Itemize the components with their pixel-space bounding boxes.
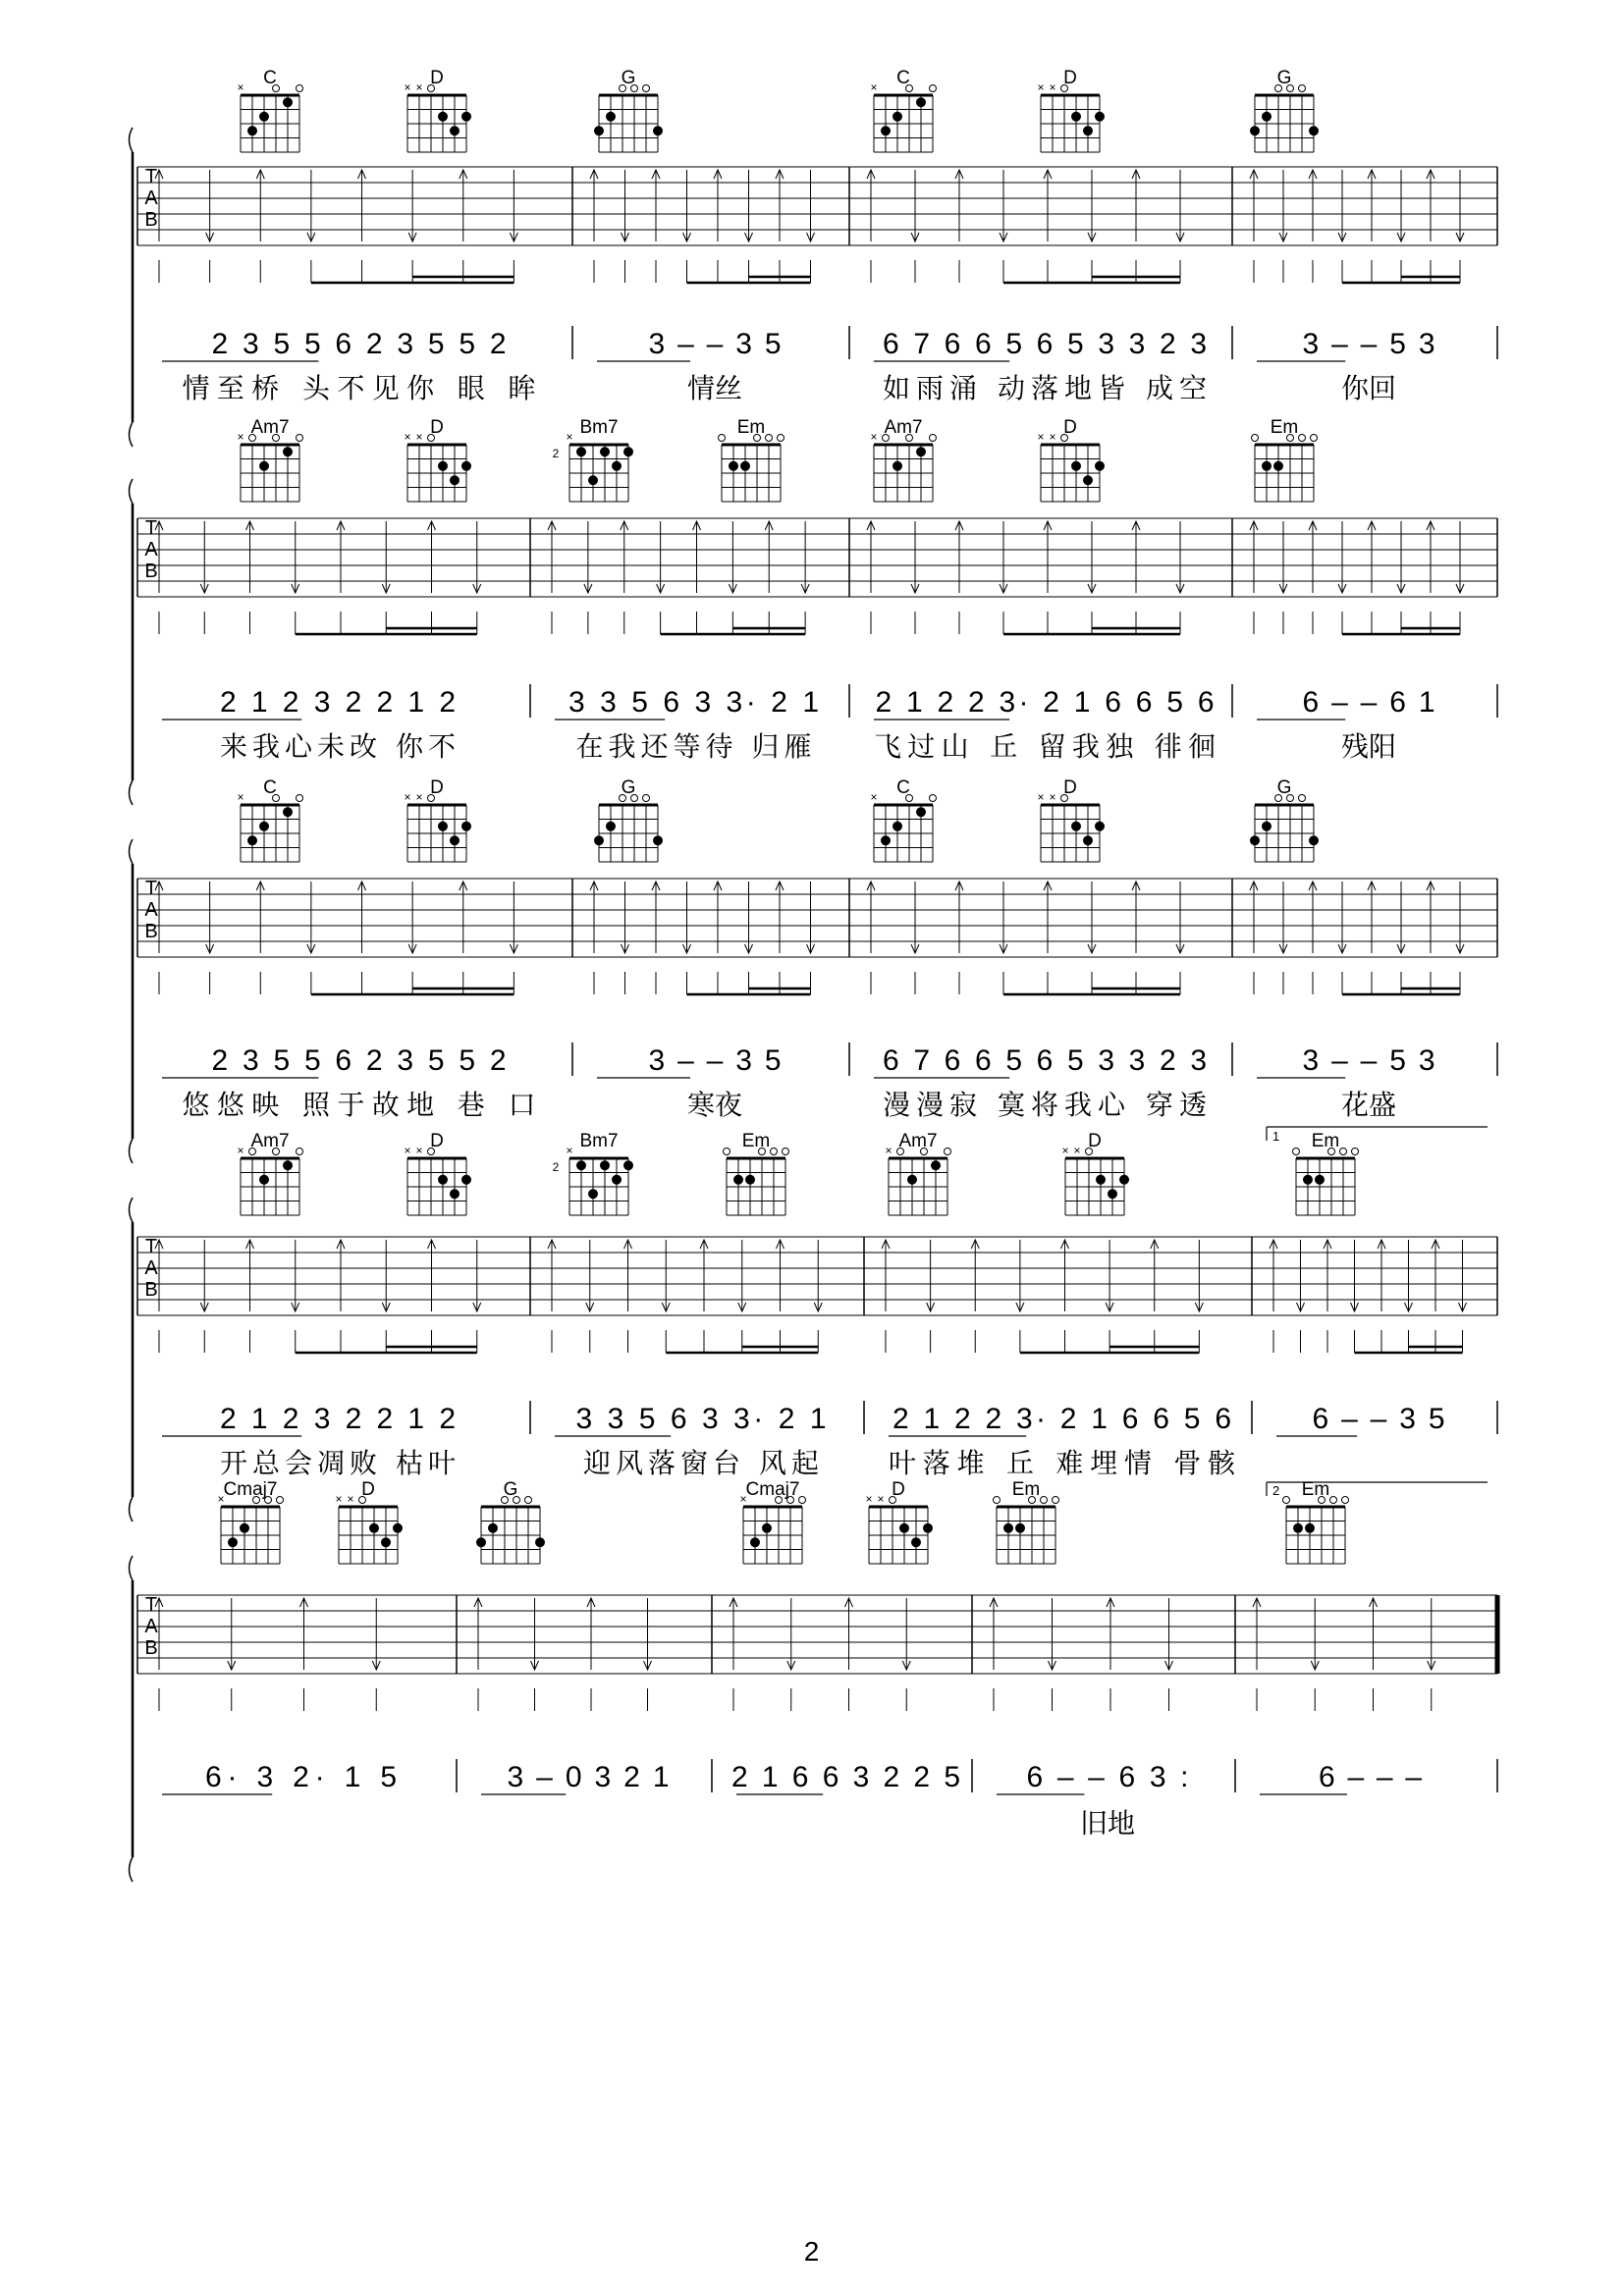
- tab-clef-letter: T: [144, 1236, 158, 1257]
- chord-finger-dot: [916, 807, 926, 817]
- chord-name: C: [263, 777, 277, 798]
- chord-finger-dot: [931, 1160, 941, 1170]
- chord-muted-mark: ×: [1037, 790, 1045, 804]
- chord-diagram-g: [594, 777, 663, 862]
- chord-finger-dot: [283, 807, 293, 817]
- chord-finger-dot: [438, 822, 448, 831]
- chord-open-mark: [1252, 435, 1259, 442]
- chord-name: D: [1063, 68, 1077, 88]
- chord-finger-dot: [893, 112, 902, 122]
- chord-diagram-g: [476, 1479, 545, 1564]
- chord-name: D: [1063, 777, 1077, 798]
- chord-finger-dot: [393, 1523, 403, 1533]
- chord-fret-number: 2: [552, 1160, 560, 1174]
- tab-clef-letter: B: [144, 1637, 158, 1659]
- chord-finger-dot: [576, 447, 586, 456]
- chord-muted-mark: ×: [566, 1144, 573, 1157]
- chord-open-mark: [297, 795, 303, 802]
- chord-finger-dot: [476, 1537, 486, 1547]
- system-bracket-bottom: [130, 1497, 134, 1522]
- chord-open-mark: [766, 435, 773, 442]
- chord-finger-dot: [740, 461, 750, 471]
- chord-finger-dot: [461, 461, 471, 471]
- chord-diagram-d: [404, 777, 471, 862]
- chord-finger-dot: [606, 822, 616, 831]
- chord-finger-dot: [733, 1175, 743, 1185]
- chord-finger-dot: [653, 126, 663, 135]
- tab-clef-letter: T: [144, 878, 158, 899]
- chord-diagram-am7: [870, 417, 936, 502]
- chord-diagram-em: [1293, 1131, 1359, 1215]
- system-bracket-top: [130, 1556, 134, 1580]
- jianpu-notation: 2 3 5 5 6 2 3 5 5 2: [211, 328, 507, 360]
- chord-muted-mark: ×: [415, 430, 423, 444]
- chord-open-mark: [297, 435, 303, 442]
- chord-open-mark: [277, 1497, 284, 1504]
- chord-open-mark: [525, 1497, 532, 1504]
- chord-finger-dot: [1262, 112, 1271, 122]
- chord-finger-dot: [907, 1175, 917, 1185]
- chord-open-mark: [297, 1148, 303, 1155]
- chord-name: G: [1276, 68, 1292, 88]
- chord-name: G: [621, 68, 636, 88]
- system-5: [130, 1556, 1498, 1882]
- chord-open-mark: [643, 795, 650, 802]
- chord-finger-dot: [259, 822, 269, 831]
- chord-muted-mark: ×: [1061, 1144, 1069, 1157]
- chord-open-mark: [1041, 1497, 1048, 1504]
- chord-diagram-am7: [237, 417, 302, 502]
- chord-finger-dot: [1273, 461, 1283, 471]
- chord-diagram-bm7: [553, 1131, 633, 1215]
- chord-open-mark: [1342, 1497, 1349, 1504]
- tab-clef-letter: B: [144, 561, 158, 582]
- chord-finger-dot: [259, 461, 269, 471]
- chord-muted-mark: ×: [739, 1492, 747, 1506]
- chord-finger-dot: [1303, 1175, 1313, 1185]
- chord-finger-dot: [461, 1175, 471, 1185]
- chord-open-mark: [297, 85, 303, 92]
- chord-name: D: [430, 1131, 444, 1151]
- lyric-line: 迎风落窗台 风起: [583, 1447, 819, 1479]
- chord-diagram-c: [870, 68, 936, 152]
- chord-finger-dot: [916, 447, 926, 456]
- jianpu-notation: 3 – – 5 3: [1302, 328, 1435, 360]
- chord-name: G: [503, 1479, 518, 1500]
- chord-finger-dot: [259, 1175, 269, 1185]
- chord-muted-mark: ×: [404, 430, 411, 444]
- chord-diagram-d: [1037, 417, 1105, 502]
- chord-finger-dot: [240, 1523, 249, 1533]
- system-bracket-top: [130, 1198, 134, 1222]
- chord-muted-mark: ×: [877, 1492, 885, 1506]
- chord-finger-dot: [450, 1189, 460, 1199]
- chord-muted-mark: ×: [870, 80, 878, 94]
- page-number: 2: [803, 2236, 820, 2267]
- chord-muted-mark: ×: [1073, 1144, 1081, 1157]
- chord-diagram-d: [404, 417, 471, 502]
- chord-open-mark: [724, 1148, 730, 1155]
- chord-finger-dot: [1095, 461, 1105, 471]
- chord-finger-dot: [1119, 1175, 1129, 1185]
- chord-finger-dot: [381, 1537, 391, 1547]
- jianpu-notation: 6 – – 6 1: [1302, 686, 1435, 719]
- chord-open-mark: [1283, 1497, 1290, 1504]
- tab-clef-letter: A: [144, 187, 158, 209]
- lyric-line: 情丝: [686, 372, 743, 404]
- lyric-line: 飞过山 丘 留我独 徘徊: [874, 730, 1216, 763]
- chord-finger-dot: [588, 1189, 598, 1199]
- chord-fret-number: 2: [552, 447, 560, 460]
- lyric-line: 情至桥 头不见你 眼 眸: [182, 372, 536, 404]
- chord-finger-dot: [283, 1160, 293, 1170]
- chord-finger-dot: [600, 1160, 610, 1170]
- chord-finger-dot: [612, 461, 622, 471]
- chord-open-mark: [930, 435, 937, 442]
- chord-muted-mark: ×: [237, 1144, 244, 1157]
- chord-finger-dot: [283, 447, 293, 456]
- chord-finger-dot: [762, 1523, 772, 1533]
- chord-open-mark: [945, 1148, 951, 1155]
- chord-finger-dot: [600, 447, 610, 456]
- chord-name: Cmaj7: [223, 1479, 278, 1500]
- chord-diagram-em: [719, 417, 784, 502]
- chord-finger-dot: [576, 1160, 586, 1170]
- chord-muted-mark: ×: [1049, 790, 1056, 804]
- chord-open-mark: [1299, 795, 1306, 802]
- volta-1-number: 1: [1272, 1129, 1280, 1144]
- jianpu-notation: 2 1 2 2 3· 2 1 6 6 5 6: [893, 1403, 1231, 1435]
- jianpu-notation: 3 3 5 6 3 3· 2 1: [575, 1403, 827, 1435]
- system-bracket-bottom: [130, 780, 134, 805]
- chord-finger-dot: [1305, 1523, 1315, 1533]
- chord-finger-dot: [1262, 822, 1271, 831]
- chord-name: C: [896, 68, 910, 88]
- chord-diagram-d: [1037, 68, 1105, 152]
- chord-name: D: [430, 417, 444, 438]
- chord-name: Am7: [250, 1131, 290, 1151]
- lyric-line: 寒夜: [686, 1089, 743, 1121]
- jianpu-notation: 2 3 5 5 6 2 3 5 5 2: [211, 1044, 507, 1077]
- chord-name: Cmaj7: [745, 1479, 800, 1500]
- chord-finger-dot: [594, 126, 604, 135]
- chord-diagram-d: [1037, 777, 1105, 862]
- chord-open-mark: [719, 435, 726, 442]
- chord-name: G: [1276, 777, 1292, 798]
- chord-finger-dot: [1108, 1189, 1117, 1199]
- chord-finger-dot: [594, 835, 604, 845]
- chord-finger-dot: [438, 112, 448, 122]
- chord-name: D: [430, 777, 444, 798]
- chord-finger-dot: [1071, 822, 1081, 831]
- chord-muted-mark: ×: [1037, 430, 1045, 444]
- chord-finger-dot: [606, 112, 616, 122]
- chord-diagram-c: [237, 777, 302, 862]
- chord-finger-dot: [259, 112, 269, 122]
- chord-name: Em: [741, 1131, 771, 1151]
- chord-finger-dot: [535, 1537, 545, 1547]
- chord-name: D: [430, 68, 444, 88]
- jianpu-notation: 2 1 6 6 3 2 2 5: [731, 1761, 960, 1793]
- chord-diagram-c: [870, 777, 936, 862]
- chord-muted-mark: ×: [237, 80, 244, 94]
- chord-finger-dot: [911, 1537, 921, 1547]
- chord-diagram-em: [994, 1479, 1059, 1564]
- system-4: [130, 1198, 1498, 1522]
- chord-muted-mark: ×: [347, 1492, 354, 1506]
- jianpu-notation: 6 – – 3 5: [1312, 1403, 1445, 1435]
- chord-finger-dot: [1083, 475, 1093, 485]
- chord-muted-mark: ×: [335, 1492, 343, 1506]
- system-3: [130, 839, 1498, 1163]
- chord-finger-dot: [893, 461, 902, 471]
- chord-finger-dot: [1003, 1523, 1013, 1533]
- chord-name: Em: [1011, 1479, 1041, 1500]
- chord-diagram-bm7: [553, 417, 633, 502]
- chord-finger-dot: [450, 475, 460, 485]
- chord-finger-dot: [893, 822, 902, 831]
- chord-open-mark: [1340, 1148, 1347, 1155]
- lyric-line: 来我心未改 你不: [220, 730, 456, 763]
- chord-finger-dot: [1250, 126, 1260, 135]
- chord-open-mark: [771, 1148, 778, 1155]
- chord-finger-dot: [588, 475, 598, 485]
- chord-finger-dot: [881, 126, 891, 135]
- chord-muted-mark: ×: [415, 80, 423, 94]
- chord-finger-dot: [438, 1175, 448, 1185]
- lyric-line: 残阳: [1340, 730, 1397, 763]
- chord-finger-dot: [623, 447, 633, 456]
- jianpu-notation: 6 7 6 6 5 6 5 3 3 2 3: [883, 328, 1207, 360]
- lyric-line: 花盛: [1340, 1089, 1397, 1121]
- chord-finger-dot: [450, 835, 460, 845]
- chord-diagram-d: [1061, 1131, 1129, 1215]
- chord-finger-dot: [438, 461, 448, 471]
- chord-finger-dot: [923, 1523, 933, 1533]
- chord-muted-mark: ×: [415, 1144, 423, 1157]
- jianpu-notation: 6 7 6 6 5 6 5 3 3 2 3: [883, 1044, 1207, 1077]
- lyric-line: 叶落堆 丘 难埋情 骨骸: [889, 1447, 1235, 1479]
- chord-finger-dot: [750, 1537, 760, 1547]
- chord-muted-mark: ×: [885, 1144, 893, 1157]
- chord-diagram-d: [865, 1479, 933, 1564]
- tab-clef-letter: B: [144, 1279, 158, 1301]
- chord-finger-dot: [1309, 835, 1319, 845]
- chord-finger-dot: [1071, 112, 1081, 122]
- chord-finger-dot: [899, 1523, 909, 1533]
- system-bracket-bottom: [130, 1139, 134, 1163]
- chord-name: C: [896, 777, 910, 798]
- chord-name: G: [621, 777, 636, 798]
- chord-finger-dot: [369, 1523, 379, 1533]
- lyric-line: 悠悠映 照于故地 巷 口: [182, 1089, 536, 1121]
- chord-name: Bm7: [579, 1131, 619, 1151]
- chord-muted-mark: ×: [217, 1492, 225, 1506]
- chord-diagram-c: [237, 68, 302, 152]
- tab-clef-letter: T: [144, 166, 158, 187]
- chord-finger-dot: [1071, 461, 1081, 471]
- chord-name: Am7: [884, 417, 923, 438]
- chord-name: Bm7: [579, 417, 619, 438]
- chord-diagram-g: [1250, 68, 1319, 152]
- chord-diagram-am7: [885, 1131, 950, 1215]
- chord-finger-dot: [461, 112, 471, 122]
- chord-finger-dot: [283, 97, 293, 107]
- chord-diagram-cmaj7: [217, 1479, 283, 1564]
- chord-finger-dot: [1262, 461, 1271, 471]
- system-bracket-top: [130, 128, 134, 152]
- chord-muted-mark: ×: [1037, 80, 1045, 94]
- chord-muted-mark: ×: [870, 790, 878, 804]
- chord-open-mark: [930, 795, 937, 802]
- lyric-line: 开总会凋败 枯叶: [220, 1447, 456, 1479]
- chord-diagram-em: [1283, 1479, 1349, 1564]
- system-bracket-top: [130, 479, 134, 504]
- jianpu-notation: 2 1 2 3 2 2 1 2: [220, 686, 456, 719]
- tab-clef-letter: A: [144, 1257, 158, 1279]
- lyric-line: 在我还等待 归雁: [575, 730, 812, 763]
- chord-open-mark: [1330, 1497, 1337, 1504]
- jianpu-notation: 2 1 2 2 3· 2 1 6 6 5 6: [875, 686, 1215, 719]
- chord-finger-dot: [623, 1160, 633, 1170]
- chord-muted-mark: ×: [870, 430, 878, 444]
- jianpu-notation: 6 – – –: [1319, 1761, 1422, 1793]
- chord-finger-dot: [1315, 1175, 1325, 1185]
- chord-open-mark: [1352, 1148, 1359, 1155]
- chord-muted-mark: ×: [566, 430, 573, 444]
- chord-finger-dot: [881, 835, 891, 845]
- chord-diagram-g: [1250, 777, 1319, 862]
- chord-finger-dot: [1096, 1175, 1106, 1185]
- jianpu-notation: 6 – – 6 3 :: [1026, 1761, 1189, 1793]
- chord-name: C: [263, 68, 277, 88]
- system-2: [130, 479, 1498, 805]
- tab-clef-letter: A: [144, 899, 158, 921]
- chord-open-mark: [778, 435, 784, 442]
- chord-name: Em: [1301, 1479, 1330, 1500]
- chord-open-mark: [1053, 1497, 1059, 1504]
- jianpu-notation: 3 3 5 6 3 3· 2 1: [568, 686, 819, 719]
- chord-open-mark: [1299, 85, 1306, 92]
- jianpu-notation: 3 – – 3 5: [648, 328, 782, 360]
- chord-name: D: [361, 1479, 375, 1500]
- tab-clef-letter: T: [144, 1594, 158, 1616]
- chord-finger-dot: [1083, 126, 1093, 135]
- chord-open-mark: [1293, 1148, 1300, 1155]
- volta-2-number: 2: [1272, 1483, 1280, 1498]
- chord-open-mark: [783, 1148, 789, 1155]
- chord-name: Am7: [250, 417, 290, 438]
- chord-muted-mark: ×: [415, 790, 423, 804]
- chord-name: Am7: [898, 1131, 938, 1151]
- chord-muted-mark: ×: [1049, 80, 1056, 94]
- tab-clef-letter: A: [144, 1616, 158, 1637]
- jianpu-notation: 3 – – 5 3: [1302, 1044, 1435, 1077]
- chord-name: D: [1088, 1131, 1102, 1151]
- chord-name: D: [1063, 417, 1077, 438]
- chord-diagram-d: [404, 68, 471, 152]
- chord-finger-dot: [916, 97, 926, 107]
- chord-finger-dot: [1309, 126, 1319, 135]
- tab-clef-letter: B: [144, 921, 158, 942]
- chord-finger-dot: [450, 126, 460, 135]
- lyric-line: 你回: [1340, 372, 1397, 404]
- jianpu-notation: 2 1 2 3 2 2 1 2: [220, 1403, 456, 1435]
- chord-muted-mark: ×: [865, 1492, 873, 1506]
- chord-diagram-am7: [237, 1131, 302, 1215]
- tab-clef-letter: T: [144, 517, 158, 539]
- chord-name: Em: [736, 417, 766, 438]
- jianpu-notation: 3 – 0 3 2 1: [507, 1761, 670, 1793]
- lyric-line: 如雨涌 动落地皆 成空: [883, 372, 1207, 404]
- jianpu-notation: 3 – – 3 5: [648, 1044, 782, 1077]
- chord-finger-dot: [1015, 1523, 1025, 1533]
- lyric-line: 漫漫寂 寞将我心 穿透: [883, 1089, 1207, 1121]
- chord-finger-dot: [1250, 835, 1260, 845]
- chord-muted-mark: ×: [404, 1144, 411, 1157]
- tab-clef-letter: B: [144, 209, 158, 231]
- chord-finger-dot: [729, 461, 738, 471]
- chord-open-mark: [1311, 435, 1318, 442]
- chord-open-mark: [799, 1497, 806, 1504]
- chord-muted-mark: ×: [1049, 430, 1056, 444]
- chord-finger-dot: [653, 835, 663, 845]
- chord-finger-dot: [247, 126, 257, 135]
- chord-muted-mark: ×: [404, 80, 411, 94]
- chord-open-mark: [1299, 435, 1306, 442]
- chord-name: Em: [1270, 417, 1299, 438]
- chord-diagram-d: [335, 1479, 403, 1564]
- chord-diagram-g: [594, 68, 663, 152]
- lyric-line: 旧地: [1079, 1807, 1136, 1840]
- jianpu-notation: 6· 3 2· 1 5: [205, 1761, 397, 1793]
- chord-finger-dot: [247, 835, 257, 845]
- chord-finger-dot: [1095, 822, 1105, 831]
- chord-diagram-d: [404, 1131, 471, 1215]
- chord-muted-mark: ×: [237, 430, 244, 444]
- system-bracket-top: [130, 839, 134, 864]
- chord-open-mark: [994, 1497, 1001, 1504]
- chord-name: D: [892, 1479, 905, 1500]
- chord-finger-dot: [745, 1175, 755, 1185]
- chord-finger-dot: [228, 1537, 238, 1547]
- chord-finger-dot: [461, 822, 471, 831]
- system-bracket-bottom: [130, 1857, 134, 1882]
- system-1: [130, 128, 1498, 447]
- chord-finger-dot: [488, 1523, 498, 1533]
- tab-clef-letter: A: [144, 539, 158, 561]
- chord-finger-dot: [1083, 835, 1093, 845]
- chord-diagram-cmaj7: [739, 1479, 805, 1564]
- chord-open-mark: [930, 85, 937, 92]
- chord-finger-dot: [1293, 1523, 1303, 1533]
- chord-open-mark: [643, 85, 650, 92]
- chord-name: Em: [1311, 1131, 1340, 1151]
- chord-diagram-em: [724, 1131, 789, 1215]
- chord-finger-dot: [1095, 112, 1105, 122]
- chord-diagram-em: [1252, 417, 1318, 502]
- chord-muted-mark: ×: [237, 790, 244, 804]
- chord-finger-dot: [612, 1175, 622, 1185]
- chord-muted-mark: ×: [404, 790, 411, 804]
- system-bracket-bottom: [130, 422, 134, 447]
